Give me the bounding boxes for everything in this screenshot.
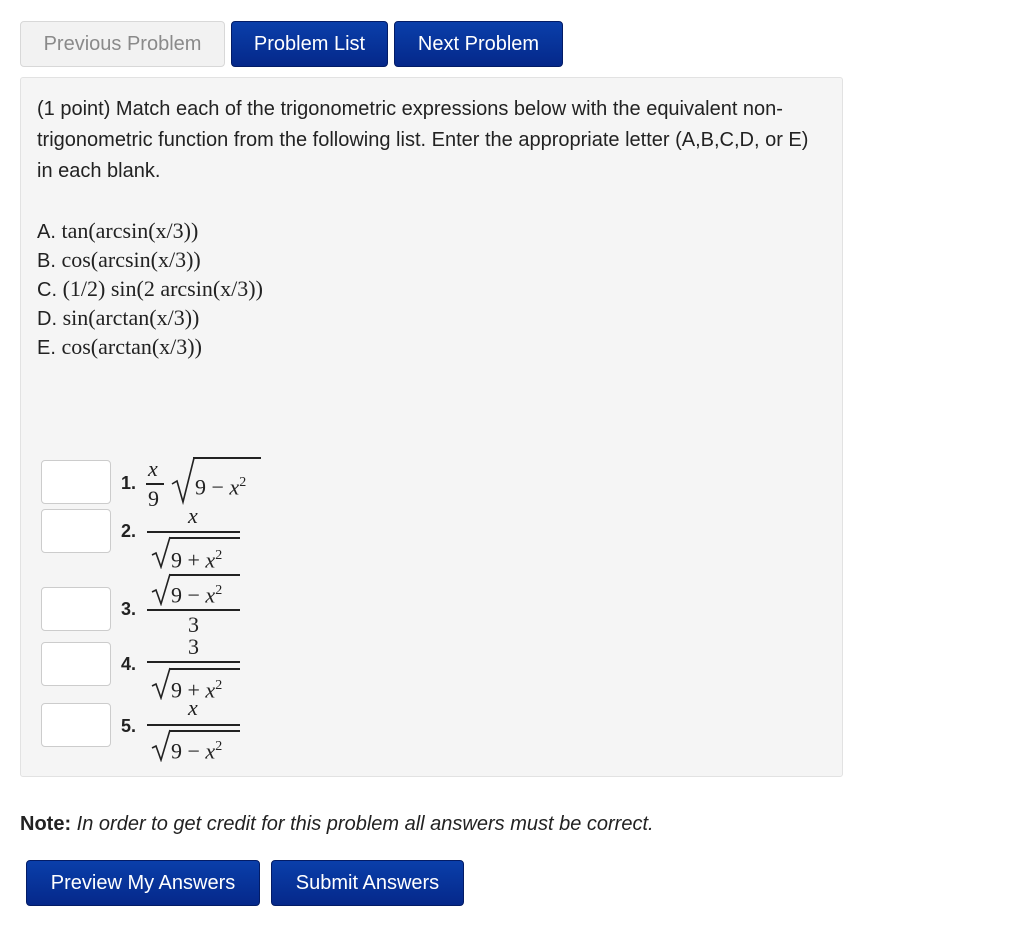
problem-list-button[interactable]: Problem List <box>231 21 388 67</box>
note <box>20 813 654 836</box>
option-expression: (1/2) sin(2 arcsin(x/3)) <box>62 276 263 301</box>
option-c <box>37 274 263 303</box>
options-list <box>37 216 263 361</box>
sqrt-symbol <box>150 535 172 569</box>
sqrt-symbol <box>150 728 172 762</box>
item-number: 1. <box>121 473 137 493</box>
option-d <box>37 303 263 332</box>
item-number: 5. <box>121 716 137 736</box>
option-letter: A. <box>37 221 56 243</box>
preview-answers-button[interactable]: Preview My Answers <box>26 860 260 906</box>
answer-input-4[interactable] <box>41 642 111 686</box>
option-letter: C. <box>37 279 57 301</box>
problem-text: (1 point) Match each of the trigonometric expressions below with the equivalent non-trigonometric function from the following list. Enter the appropriate letter (A,B,C,D, or E) in each blank. <box>37 98 809 182</box>
item-number: 2. <box>121 521 137 541</box>
option-b <box>37 245 263 274</box>
item-number: 4. <box>121 654 137 674</box>
problem-panel <box>20 77 843 777</box>
previous-problem-button[interactable]: Previous Problem <box>20 21 225 67</box>
option-expression: cos(arcsin(x/3)) <box>61 247 201 272</box>
option-expression: sin(arctan(x/3)) <box>62 305 200 330</box>
item-number: 3. <box>121 599 137 619</box>
next-problem-button[interactable]: Next Problem <box>394 21 563 67</box>
answer-input-2[interactable] <box>41 509 111 553</box>
sqrt-symbol <box>150 666 172 700</box>
submit-answers-button[interactable]: Submit Answers <box>271 860 464 906</box>
answer-input-3[interactable] <box>41 587 111 631</box>
option-letter: B. <box>37 250 56 272</box>
note-text: In order to get credit for this problem all answers must be correct. <box>76 813 654 835</box>
option-expression: cos(arctan(x/3)) <box>61 334 202 359</box>
option-e <box>37 332 263 361</box>
answer-input-5[interactable] <box>41 703 111 747</box>
answer-input-1[interactable] <box>41 460 111 504</box>
option-letter: D. <box>37 308 57 330</box>
option-expression: tan(arcsin(x/3)) <box>61 218 199 243</box>
note-label: Note: <box>20 813 72 835</box>
sqrt-symbol <box>170 454 196 506</box>
option-letter: E. <box>37 337 56 359</box>
sqrt-symbol <box>150 572 172 606</box>
option-a <box>37 216 263 245</box>
